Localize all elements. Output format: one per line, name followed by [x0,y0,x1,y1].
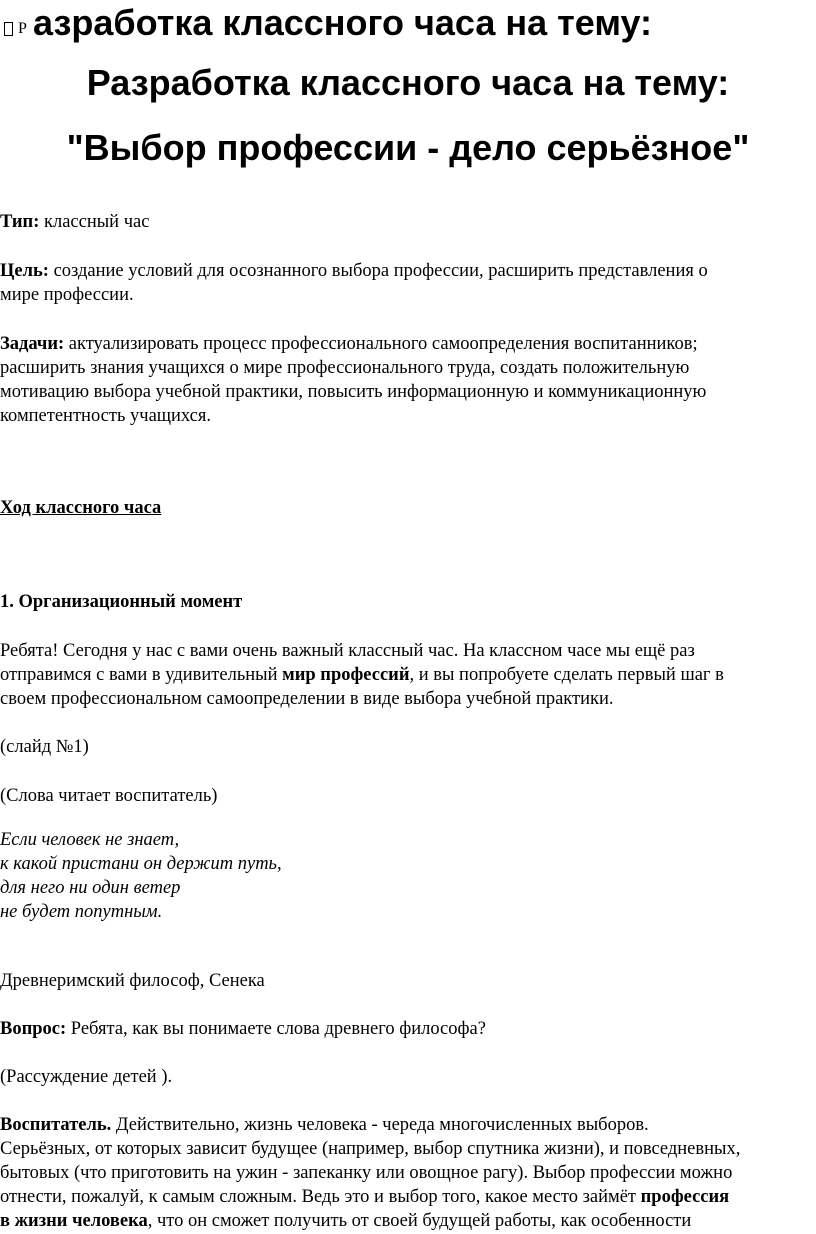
intro-emphasis: мир профессий [282,665,410,685]
teacher-line-5 [0,1210,816,1234]
page-title: Разработка классного часа на тему: [86,62,730,103]
tasks-label: Задачи: [0,334,65,354]
image-alt-lead: Р [18,20,29,37]
poem-line: не будет попутным. [0,902,163,922]
goal-label: Цель: [0,261,49,281]
teacher-emphasis-1: профессия [640,1187,730,1207]
intro-line-2 [0,664,816,688]
tasks-text-1: актуализировать процесс профессионального самоопределения воспитанников; [64,334,698,354]
goal-line-1 [0,260,816,284]
intro-line-3: своем профессиональном самоопределении в виде выбора учебной практики. [0,689,614,709]
poem-line: к какой пристани он держит путь, [0,854,282,874]
tasks-line-3: мотивацию выбора учебной практики, повысить информационную и коммуникационную [0,382,707,402]
slide-note: (слайд №1) [0,737,89,757]
poem-line: для него ни один ветер [0,878,181,898]
step1-heading [0,591,816,615]
type-label: Тип: [0,212,40,232]
tasks-line-1 [0,333,816,357]
goal-line-2: мире профессии. [0,285,134,305]
image-alt-text: азработка классного часа на тему: [33,2,653,43]
intro-line-1: Ребята! Сегодня у нас с вами очень важный классный час. На классном часе мы ещё раз [0,641,695,661]
attribution: Древнеримский философ, Сенека [0,971,265,991]
teacher-label: Воспитатель. [0,1115,112,1135]
intro-text-2b: , и вы попробуете сделать первый шаг в [409,665,724,685]
tasks-line-4: компетентность учащихся. [0,406,211,426]
section-heading-text: Ход классного часа [0,498,162,518]
teacher-emphasis-2: в жизни человека [0,1211,148,1231]
teacher-text-5: , что он сможет получить от своей будущей работы, как особенности [147,1211,692,1231]
tasks-line-2: расширить знания учащихся о мире профессионального труда, создать положительную [0,358,690,378]
type-line [0,211,816,235]
broken-image-icon [4,22,13,36]
intro-text-2a: отправимся с вами в удивительный [0,665,283,685]
question-text: Ребята, как вы понимаете слова древнего философа? [66,1019,486,1039]
poem-line: Если человек не знает, [0,830,180,850]
reader-note: (Слова читает воспитатель) [0,786,218,806]
type-value: классный час [39,212,150,232]
teacher-line-3: бытовых (что приготовить на ужин - запеканку или овощное рагу). Выбор профессии можно [0,1163,733,1183]
page-subtitle: "Выбор профессии - дело серьёзное" [66,127,750,168]
step1-heading-text: 1. Организационный момент [0,592,243,612]
question-line [0,1018,816,1042]
teacher-text-4: отнести, пожалуй, к самым сложным. Ведь это и выбор того, какое место займёт [0,1187,641,1207]
goal-text-1: создание условий для осознанного выбора профессии, расширить представления о [48,261,708,281]
question-label: Вопрос: [0,1019,67,1039]
section-heading [0,497,816,521]
teacher-line-1 [0,1114,816,1138]
teacher-line-4 [0,1186,816,1210]
teacher-line-2: Серьёзных, от которых зависит будущее (например, выбор спутника жизни), и повседневных, [0,1139,741,1159]
discussion-note: (Рассуждение детей ). [0,1067,173,1087]
teacher-text-1: Действительно, жизнь человека - череда многочисленных выборов. [111,1115,649,1135]
